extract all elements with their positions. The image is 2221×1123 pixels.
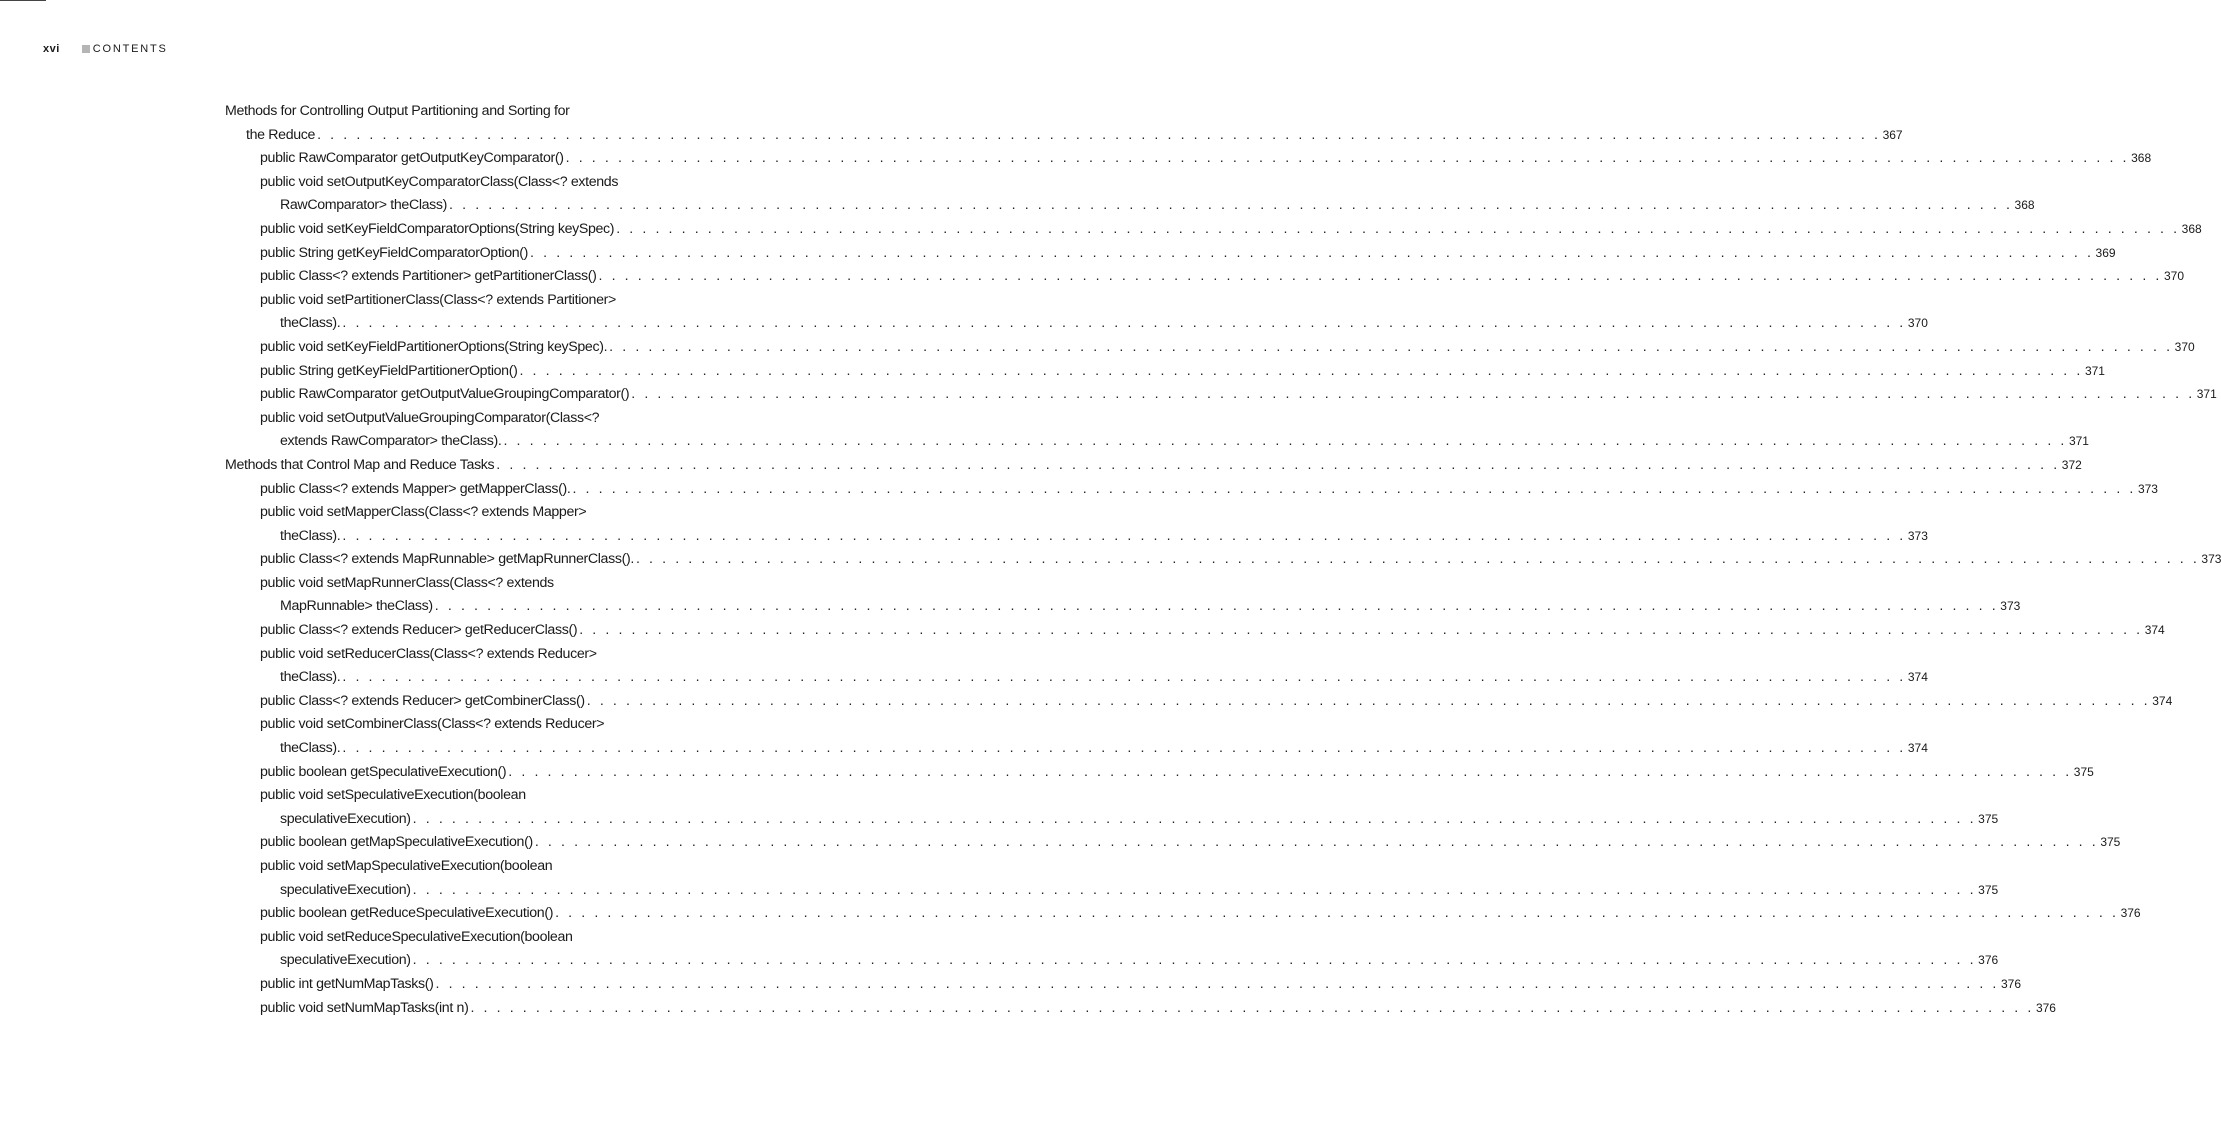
dot-leader: . . . . . . . . . . . . . . . . . . . . . . . . . . . . . . . . . . . . . . . . . . . . . . . . . . . . . . . . . . . . . . . . . . . . . . . . . . . . . . . . . . . . . . . . . . . . . . . . . . . . . . . . . . . . . . . . . . . . . . . . xyxy=(508,763,2072,780)
dot-leader: . . . . . . . . . . . . . . . . . . . . . . . . . . . . . . . . . . . . . . . . . . . . . . . . . . . . . . . . . . . . . . . . . . . . . . . . . . . . . . . . . . . . . . . . . . . . . . . . . . . . . . . . . . . . . . . . . . . . . . . . xyxy=(412,952,1977,969)
toc-entry-label: public void setMapperClass(Class<? extends Mapper> xyxy=(260,504,587,521)
toc-entry xyxy=(225,548,2221,572)
toc-entry-page: 374 xyxy=(1907,670,1928,685)
toc-entry-label: public void setSpeculativeExecution(boolean xyxy=(260,787,526,804)
toc-entry xyxy=(225,383,2217,407)
dot-leader: . . . . . . . . . . . . . . . . . . . . . . . . . . . . . . . . . . . . . . . . . . . . . . . . . . . . . . . . . . . . . . . . . . . . . . . . . . . . . . . . . . . . . . . . . . . . . . . . . . . . . . . . . . . . . . . . . . . . . . . . xyxy=(342,669,1906,686)
toc-entry-page: 370 xyxy=(2163,269,2184,284)
dot-leader: . . . . . . . . . . . . . . . . . . . . . . . . . . . . . . . . . . . . . . . . . . . . . . . . . . . . . . . . . . . . . . . . . . . . . . . . . . . . . . . . . . . . . . . . . . . . . . . . . . . . . . . . . . . . . . . . . . . . . . . . xyxy=(530,244,2094,261)
toc-entry-label: public void setNumMapTasks(int n) xyxy=(260,999,469,1016)
toc-entry-label: Methods that Control Map and Reduce Tasks xyxy=(225,456,495,473)
toc-entry xyxy=(225,147,2152,171)
toc-entry-label: public void setCombinerClass(Class<? extends Reducer> xyxy=(260,716,605,733)
dot-leader: . . . . . . . . . . . . . . . . . . . . . . . . . . . . . . . . . . . . . . . . . . . . . . . . . . . . . . . . . . . . . . . . . . . . . . . . . . . . . . . . . . . . . . . . . . . . . . . . . . . . . . . . . . . . . . . . . . . . . . . . xyxy=(635,551,2200,568)
toc-entry xyxy=(225,478,2158,502)
toc-entry xyxy=(225,242,2116,266)
toc-entry-label: public boolean getReduceSpeculativeExecution() xyxy=(260,905,554,922)
toc-entry-label: RawComparator> theClass) xyxy=(280,197,448,214)
toc-entry xyxy=(225,407,710,431)
toc-entry xyxy=(225,100,710,124)
toc-entry-label: public void setKeyFieldComparatorOptions(String keySpec) xyxy=(260,220,615,237)
dot-leader: . . . . . . . . . . . . . . . . . . . . . . . . . . . . . . . . . . . . . . . . . . . . . . . . . . . . . . . . . . . . . . . . . . . . . . . . . . . . . . . . . . . . . . . . . . . . . . . . . . . . . . . . . . . . . . . . . . . . . . . . xyxy=(342,315,1906,332)
toc-entry-page: 376 xyxy=(2120,906,2141,921)
dot-leader: . . . . . . . . . . . . . . . . . . . . . . . . . . . . . . . . . . . . . . . . . . . . . . . . . . . . . . . . . . . . . . . . . . . . . . . . . . . . . . . . . . . . . . . . . . . . . . . . . . . . . . . . . . . . . . . . . . . . . . . . xyxy=(609,338,2173,355)
toc-entry xyxy=(225,501,710,525)
toc-entry xyxy=(225,124,1903,148)
dot-leader: . . . . . . . . . . . . . . . . . . . . . . . . . . . . . . . . . . . . . . . . . . . . . . . . . . . . . . . . . . . . . . . . . . . . . . . . . . . . . . . . . . . . . . . . . . . . . . . . . . . . . . . . . . . . . . . . . . . . . . . . xyxy=(434,598,1999,615)
toc-entry-label: public void setOutputKeyComparatorClass(Class<? extends xyxy=(260,173,619,190)
toc-entry xyxy=(225,926,710,950)
toc-entry-label: public void setPartitionerClass(Class<? extends Partitioner> xyxy=(260,291,616,308)
toc-entry-page: 375 xyxy=(1978,811,1999,826)
toc-entry-page: 368 xyxy=(2181,221,2202,236)
toc-entry-page: 376 xyxy=(1978,953,1999,968)
dot-leader: . . . . . . . . . . . . . . . . . . . . . . . . . . . . . . . . . . . . . . . . . . . . . . . . . . . . . . . . . . . . . . . . . . . . . . . . . . . . . . . . . . . . . . . . . . . . . . . . . . . . . . . . . . . . . . . . . . . . . . . . xyxy=(586,692,2151,709)
toc-entry xyxy=(225,643,710,667)
toc-entry xyxy=(225,171,710,195)
dot-leader: . . . . . . . . . . . . . . . . . . . . . . . . . . . . . . . . . . . . . . . . . . . . . . . . . . . . . . . . . . . . . . . . . . . . . . . . . . . . . . . . . . . . . . . . . . . . . . . . . . . . . . . . . . . . . . . . . . . . . . . . xyxy=(555,905,2119,922)
toc-entry xyxy=(225,737,1928,761)
dot-leader: . . . . . . . . . . . . . . . . . . . . . . . . . . . . . . . . . . . . . . . . . . . . . . . . . . . . . . . . . . . . . . . . . . . . . . . . . . . . . . . . . . . . . . . . . . . . . . . . . . . . . . . . . . . . . . . . . . . . . . . . xyxy=(503,433,2067,450)
toc-entry-page: 374 xyxy=(2152,693,2173,708)
dot-leader: . . . . . . . . . . . . . . . . . . . . . . . . . . . . . . . . . . . . . . . . . . . . . . . . . . . . . . . . . . . . . . . . . . . . . . . . . . . . . . . . . . . . . . . . . . . . . . . . . . . . . . . . . . . . . . . . . . . . . . . . xyxy=(412,810,1977,827)
toc-entry xyxy=(225,973,2021,997)
toc-entry xyxy=(225,454,2082,478)
toc-entry-page: 368 xyxy=(2131,151,2152,166)
toc-entry-label: theClass). xyxy=(280,669,341,686)
dot-leader: . . . . . . . . . . . . . . . . . . . . . . . . . . . . . . . . . . . . . . . . . . . . . . . . . . . . . . . . . . . . . . . . . . . . . . . . . . . . . . . . . . . . . . . . . . . . . . . . . . . . . . . . . . . . . . . . . . . . . . . . xyxy=(496,456,2060,473)
toc-entry-label: public void setReducerClass(Class<? extends Reducer> xyxy=(260,645,597,662)
toc-entry-page: 374 xyxy=(1907,741,1928,756)
toc-entry-label: public RawComparator getOutputKeyComparator() xyxy=(260,150,564,167)
toc-entry xyxy=(225,312,1928,336)
toc-entry-page: 373 xyxy=(2000,599,2021,614)
toc-entry-page: 373 xyxy=(2201,552,2221,567)
toc-entry xyxy=(225,902,2141,926)
dot-leader: . . . . . . . . . . . . . . . . . . . . . . . . . . . . . . . . . . . . . . . . . . . . . . . . . . . . . . . . . . . . . . . . . . . . . . . . . . . . . . . . . . . . . . . . . . . . . . . . . . . . . . . . . . . . . . . . . . . . . . . . xyxy=(412,881,1977,898)
toc-entry-label: public void setReduceSpeculativeExecution(boolean xyxy=(260,928,573,945)
toc-entry xyxy=(225,808,1999,832)
toc-entry-label: speculativeExecution) xyxy=(280,952,411,969)
running-head xyxy=(43,43,168,55)
dot-leader: . . . . . . . . . . . . . . . . . . . . . . . . . . . . . . . . . . . . . . . . . . . . . . . . . . . . . . . . . . . . . . . . . . . . . . . . . . . . . . . . . . . . . . . . . . . . . . . . . . . . . . . . . . . . . . . . . . . . . . . . xyxy=(470,999,2034,1016)
toc-entry-page: 374 xyxy=(2144,623,2165,638)
toc-entry xyxy=(225,831,2121,855)
dot-leader: . . . . . . . . . . . . . . . . . . . . . . . . . . . . . . . . . . . . . . . . . . . . . . . . . . . . . . . . . . . . . . . . . . . . . . . . . . . . . . . . . . . . . . . . . . . . . . . . . . . . . . . . . . . . . . . . . . . . . . . . xyxy=(616,220,2180,237)
toc-entry-label: public RawComparator getOutputValueGroupingComparator() xyxy=(260,386,630,403)
toc-entry xyxy=(225,690,2173,714)
toc-entry-label: public void setOutputValueGroupingComparator(Class<? xyxy=(260,409,600,426)
toc-entry-label: theClass). xyxy=(280,527,341,544)
dot-leader: . . . . . . . . . . . . . . . . . . . . . . . . . . . . . . . . . . . . . . . . . . . . . . . . . . . . . . . . . . . . . . . . . . . . . . . . . . . . . . . . . . . . . . . . . . . . . . . . . . . . . . . . . . . . . . . . . . . . . . . . xyxy=(519,362,2083,379)
toc-entry xyxy=(225,218,2202,242)
toc-entry-page: 370 xyxy=(1907,316,1928,331)
toc-entry xyxy=(225,879,1999,903)
toc-entry xyxy=(225,949,1999,973)
toc-entry xyxy=(225,784,710,808)
toc-entry-page: 375 xyxy=(2100,835,2121,850)
toc-entry xyxy=(225,666,1928,690)
toc-entry-page: 372 xyxy=(2061,457,2082,472)
toc-entry xyxy=(225,713,710,737)
toc-entry-label: public String getKeyFieldComparatorOption() xyxy=(260,244,529,261)
dot-leader: . . . . . . . . . . . . . . . . . . . . . . . . . . . . . . . . . . . . . . . . . . . . . . . . . . . . . . . . . . . . . . . . . . . . . . . . . . . . . . . . . . . . . . . . . . . . . . . . . . . . . . . . . . . . . . . . . . . . . . . . xyxy=(317,126,1881,143)
toc-entry-page: 376 xyxy=(2035,1000,2056,1015)
toc-entry-page: 373 xyxy=(2137,481,2158,496)
toc-entry-page: 369 xyxy=(2095,245,2116,260)
toc-entry-label: speculativeExecution) xyxy=(280,810,411,827)
toc-entry-page: 375 xyxy=(1978,882,1999,897)
toc-entry-label: public void setMapRunnerClass(Class<? extends xyxy=(260,574,554,591)
toc-entry xyxy=(225,360,2105,384)
dot-leader: . . . . . . . . . . . . . . . . . . . . . . . . . . . . . . . . . . . . . . . . . . . . . . . . . . . . . . . . . . . . . . . . . . . . . . . . . . . . . . . . . . . . . . . . . . . . . . . . . . . . . . . . . . . . . . . . . . . . . . . . xyxy=(435,975,1999,992)
toc-entry-label: theClass). xyxy=(280,740,341,757)
toc-entry xyxy=(225,619,2165,643)
toc-entry xyxy=(225,572,710,596)
toc-entry xyxy=(225,336,2195,360)
square-bullet-icon xyxy=(82,45,90,53)
dot-leader: . . . . . . . . . . . . . . . . . . . . . . . . . . . . . . . . . . . . . . . . . . . . . . . . . . . . . . . . . . . . . . . . . . . . . . . . . . . . . . . . . . . . . . . . . . . . . . . . . . . . . . . . . . . . . . . . . . . . . . . . xyxy=(579,622,2143,639)
dot-leader: . . . . . . . . . . . . . . . . . . . . . . . . . . . . . . . . . . . . . . . . . . . . . . . . . . . . . . . . . . . . . . . . . . . . . . . . . . . . . . . . . . . . . . . . . . . . . . . . . . . . . . . . . . . . . . . . . . . . . . . . xyxy=(342,740,1906,757)
toc-entry-label: Methods for Controlling Output Partitioning and Sorting for xyxy=(225,103,570,119)
toc-entry xyxy=(225,525,1928,549)
toc-entry xyxy=(225,265,2184,289)
toc-entry-page: 371 xyxy=(2084,363,2105,378)
toc-entry-label: public boolean getMapSpeculativeExecution() xyxy=(260,834,533,851)
toc-entry-label: public void setKeyFieldPartitionerOptions(String keySpec). xyxy=(260,338,608,355)
toc-entry-page: 368 xyxy=(2014,198,2035,213)
toc-entry-label: the Reduce xyxy=(246,126,316,143)
dot-leader: . . . . . . . . . . . . . . . . . . . . . . . . . . . . . . . . . . . . . . . . . . . . . . . . . . . . . . . . . . . . . . . . . . . . . . . . . . . . . . . . . . . . . . . . . . . . . . . . . . . . . . . . . . . . . . . . . . . . . . . . xyxy=(534,834,2099,851)
toc-entry xyxy=(225,761,2094,785)
top-rule xyxy=(0,0,46,1)
dot-leader: . . . . . . . . . . . . . . . . . . . . . . . . . . . . . . . . . . . . . . . . . . . . . . . . . . . . . . . . . . . . . . . . . . . . . . . . . . . . . . . . . . . . . . . . . . . . . . . . . . . . . . . . . . . . . . . . . . . . . . . . xyxy=(565,150,2130,167)
table-of-contents xyxy=(225,100,2221,1020)
toc-entry-label: extends RawComparator> theClass). xyxy=(280,433,502,450)
toc-entry xyxy=(225,595,2021,619)
toc-entry-label: public boolean getSpeculativeExecution() xyxy=(260,763,507,780)
toc-entry-label: public Class<? extends MapRunnable> getMapRunnerClass(). xyxy=(260,551,634,568)
dot-leader: . . . . . . . . . . . . . . . . . . . . . . . . . . . . . . . . . . . . . . . . . . . . . . . . . . . . . . . . . . . . . . . . . . . . . . . . . . . . . . . . . . . . . . . . . . . . . . . . . . . . . . . . . . . . . . . . . . . . . . . . xyxy=(572,480,2136,497)
toc-entry xyxy=(225,194,2035,218)
toc-entry-page: 370 xyxy=(2174,339,2195,354)
toc-entry-page: 373 xyxy=(1907,528,1928,543)
dot-leader: . . . . . . . . . . . . . . . . . . . . . . . . . . . . . . . . . . . . . . . . . . . . . . . . . . . . . . . . . . . . . . . . . . . . . . . . . . . . . . . . . . . . . . . . . . . . . . . . . . . . . . . . . . . . . . . . . . . . . . . . xyxy=(631,386,2195,403)
dot-leader: . . . . . . . . . . . . . . . . . . . . . . . . . . . . . . . . . . . . . . . . . . . . . . . . . . . . . . . . . . . . . . . . . . . . . . . . . . . . . . . . . . . . . . . . . . . . . . . . . . . . . . . . . . . . . . . . . . . . . . . . xyxy=(449,197,2013,214)
page-number: xvi xyxy=(43,43,60,55)
toc-entry xyxy=(225,289,710,313)
dot-leader: . . . . . . . . . . . . . . . . . . . . . . . . . . . . . . . . . . . . . . . . . . . . . . . . . . . . . . . . . . . . . . . . . . . . . . . . . . . . . . . . . . . . . . . . . . . . . . . . . . . . . . . . . . . . . . . . . . . . . . . . xyxy=(598,268,2162,285)
section-title: CONTENTS xyxy=(92,43,168,55)
toc-entry xyxy=(225,855,710,879)
toc-entry-page: 371 xyxy=(2068,434,2089,449)
toc-entry-label: public Class<? extends Partitioner> getPartitionerClass() xyxy=(260,268,597,285)
toc-entry-label: public void setMapSpeculativeExecution(boolean xyxy=(260,858,553,874)
toc-entry-label: public Class<? extends Reducer> getReducerClass() xyxy=(260,622,578,639)
toc-entry-label: MapRunnable> theClass) xyxy=(280,598,433,615)
toc-entry xyxy=(225,430,2089,454)
toc-entry-label: public Class<? extends Mapper> getMapperClass(). xyxy=(260,480,571,497)
toc-entry-label: speculativeExecution) xyxy=(280,881,411,898)
toc-entry-label: public Class<? extends Reducer> getCombinerClass() xyxy=(260,692,585,709)
toc-entry-page: 375 xyxy=(2073,764,2094,779)
toc-entry xyxy=(225,997,2056,1021)
toc-entry-label: theClass). xyxy=(280,315,341,332)
toc-entry-page: 371 xyxy=(2196,387,2217,402)
toc-entry-page: 376 xyxy=(2000,976,2021,991)
dot-leader: . . . . . . . . . . . . . . . . . . . . . . . . . . . . . . . . . . . . . . . . . . . . . . . . . . . . . . . . . . . . . . . . . . . . . . . . . . . . . . . . . . . . . . . . . . . . . . . . . . . . . . . . . . . . . . . . . . . . . . . . xyxy=(342,527,1906,544)
toc-entry-page: 367 xyxy=(1882,127,1903,142)
toc-entry-label: public String getKeyFieldPartitionerOption() xyxy=(260,362,518,379)
toc-entry-label: public int getNumMapTasks() xyxy=(260,975,434,992)
